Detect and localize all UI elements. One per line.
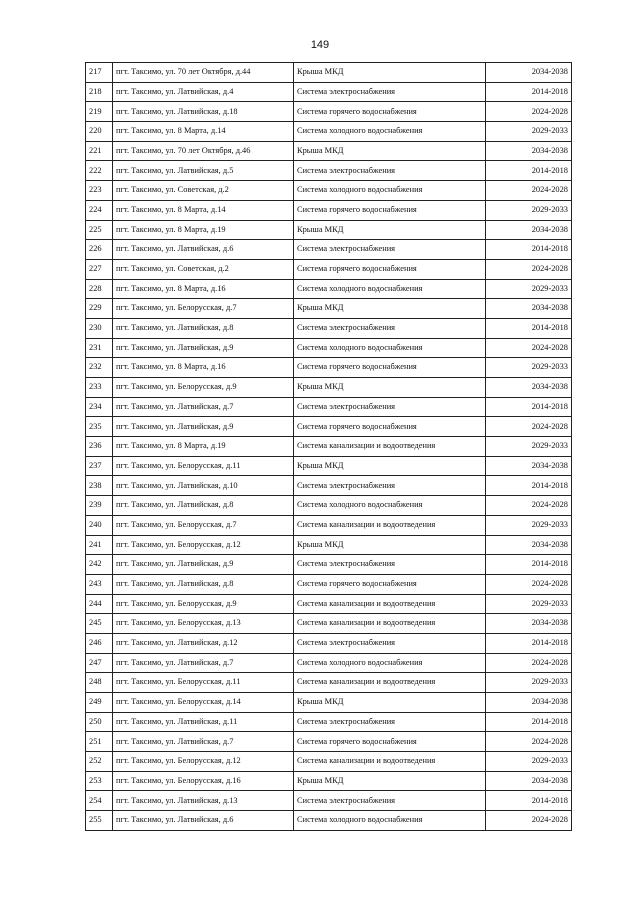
address-cell: пгт. Таксимо, ул. 8 Марта, д.19 [113, 220, 294, 240]
address-cell: пгт. Таксимо, ул. Латвийская, д.13 [113, 791, 294, 811]
system-cell: Система холодного водоснабжения [294, 181, 486, 201]
system-cell: Система электроснабжения [294, 397, 486, 417]
address-cell: пгт. Таксимо, ул. Латвийская, д.8 [113, 574, 294, 594]
table-row [86, 220, 572, 240]
row-number: 232 [86, 358, 113, 378]
address-cell: пгт. Таксимо, ул. 70 лет Октября, д.44 [113, 63, 294, 83]
system-cell: Система горячего водоснабжения [294, 358, 486, 378]
table-row [86, 752, 572, 772]
system-cell: Система горячего водоснабжения [294, 200, 486, 220]
row-number: 219 [86, 102, 113, 122]
table-row [86, 515, 572, 535]
table-row [86, 476, 572, 496]
table-row [86, 791, 572, 811]
period-cell: 2024-2028 [486, 417, 572, 437]
address-cell: пгт. Таксимо, ул. 8 Марта, д.16 [113, 358, 294, 378]
row-number: 222 [86, 161, 113, 181]
system-cell: Система холодного водоснабжения [294, 653, 486, 673]
row-number: 242 [86, 555, 113, 575]
system-cell: Система горячего водоснабжения [294, 259, 486, 279]
table-row [86, 614, 572, 634]
address-cell: пгт. Таксимо, ул. Латвийская, д.7 [113, 732, 294, 752]
table-row [86, 633, 572, 653]
address-cell: пгт. Таксимо, ул. Латвийская, д.11 [113, 712, 294, 732]
table-row [86, 673, 572, 693]
row-number: 246 [86, 633, 113, 653]
table-row [86, 712, 572, 732]
row-number: 224 [86, 200, 113, 220]
row-number: 231 [86, 338, 113, 358]
address-cell: пгт. Таксимо, ул. 70 лет Октября, д.46 [113, 141, 294, 161]
table-row [86, 259, 572, 279]
period-cell: 2029-2033 [486, 515, 572, 535]
period-cell: 2034-2038 [486, 535, 572, 555]
period-cell: 2014-2018 [486, 555, 572, 575]
period-cell: 2034-2038 [486, 141, 572, 161]
address-cell: пгт. Таксимо, ул. Латвийская, д.6 [113, 240, 294, 260]
system-cell: Система холодного водоснабжения [294, 811, 486, 831]
row-number: 250 [86, 712, 113, 732]
period-cell: 2024-2028 [486, 653, 572, 673]
row-number: 220 [86, 122, 113, 142]
row-number: 233 [86, 378, 113, 398]
address-cell: пгт. Таксимо, ул. Советская, д.2 [113, 259, 294, 279]
period-cell: 2014-2018 [486, 633, 572, 653]
system-cell: Система горячего водоснабжения [294, 574, 486, 594]
system-cell: Система канализации и водоотведения [294, 594, 486, 614]
system-cell: Система горячего водоснабжения [294, 417, 486, 437]
system-cell: Крыша МКД [294, 771, 486, 791]
address-cell: пгт. Таксимо, ул. Латвийская, д.8 [113, 496, 294, 516]
address-cell: пгт. Таксимо, ул. 8 Марта, д.14 [113, 200, 294, 220]
period-cell: 2029-2033 [486, 200, 572, 220]
row-number: 225 [86, 220, 113, 240]
address-cell: пгт. Таксимо, ул. Белорусская, д.12 [113, 752, 294, 772]
table-row [86, 496, 572, 516]
address-cell: пгт. Таксимо, ул. Латвийская, д.8 [113, 318, 294, 338]
row-number: 252 [86, 752, 113, 772]
row-number: 234 [86, 397, 113, 417]
address-cell: пгт. Таксимо, ул. 8 Марта, д.14 [113, 122, 294, 142]
address-cell: пгт. Таксимо, ул. Белорусская, д.11 [113, 456, 294, 476]
table-row [86, 102, 572, 122]
system-cell: Система канализации и водоотведения [294, 752, 486, 772]
period-cell: 2024-2028 [486, 732, 572, 752]
system-cell: Система холодного водоснабжения [294, 496, 486, 516]
table-row [86, 397, 572, 417]
system-cell: Система электроснабжения [294, 161, 486, 181]
address-cell: пгт. Таксимо, ул. Латвийская, д.4 [113, 82, 294, 102]
system-cell: Система электроснабжения [294, 791, 486, 811]
period-cell: 2034-2038 [486, 771, 572, 791]
table-row [86, 279, 572, 299]
row-number: 230 [86, 318, 113, 338]
table-row [86, 141, 572, 161]
row-number: 228 [86, 279, 113, 299]
period-cell: 2029-2033 [486, 358, 572, 378]
address-cell: пгт. Таксимо, ул. Латвийская, д.5 [113, 161, 294, 181]
table-row [86, 555, 572, 575]
table-row [86, 122, 572, 142]
period-cell: 2034-2038 [486, 63, 572, 83]
row-number: 218 [86, 82, 113, 102]
table-row [86, 653, 572, 673]
period-cell: 2029-2033 [486, 279, 572, 299]
table-row [86, 358, 572, 378]
table-row [86, 63, 572, 83]
row-number: 238 [86, 476, 113, 496]
system-cell: Крыша МКД [294, 693, 486, 713]
period-cell: 2014-2018 [486, 161, 572, 181]
period-cell: 2024-2028 [486, 338, 572, 358]
system-cell: Система холодного водоснабжения [294, 122, 486, 142]
address-cell: пгт. Таксимо, ул. Белорусская, д.16 [113, 771, 294, 791]
system-cell: Крыша МКД [294, 299, 486, 319]
row-number: 251 [86, 732, 113, 752]
row-number: 223 [86, 181, 113, 201]
table-row [86, 378, 572, 398]
period-cell: 2024-2028 [486, 574, 572, 594]
address-cell: пгт. Таксимо, ул. Белорусская, д.14 [113, 693, 294, 713]
system-cell: Система горячего водоснабжения [294, 102, 486, 122]
period-cell: 2029-2033 [486, 122, 572, 142]
address-cell: пгт. Таксимо, ул. Латвийская, д.9 [113, 417, 294, 437]
address-cell: пгт. Таксимо, ул. Латвийская, д.18 [113, 102, 294, 122]
period-cell: 2034-2038 [486, 220, 572, 240]
row-number: 217 [86, 63, 113, 83]
table-row [86, 181, 572, 201]
row-number: 226 [86, 240, 113, 260]
system-cell: Крыша МКД [294, 220, 486, 240]
table-row [86, 732, 572, 752]
period-cell: 2034-2038 [486, 693, 572, 713]
address-cell: пгт. Таксимо, ул. Белорусская, д.9 [113, 594, 294, 614]
repair-schedule-table [85, 62, 572, 831]
table-row [86, 240, 572, 260]
period-cell: 2024-2028 [486, 181, 572, 201]
address-cell: пгт. Таксимо, ул. Латвийская, д.9 [113, 555, 294, 575]
system-cell: Система электроснабжения [294, 476, 486, 496]
table-row [86, 82, 572, 102]
system-cell: Система канализации и водоотведения [294, 673, 486, 693]
address-cell: пгт. Таксимо, ул. Латвийская, д.6 [113, 811, 294, 831]
row-number: 236 [86, 437, 113, 457]
system-cell: Крыша МКД [294, 456, 486, 476]
system-cell: Система электроснабжения [294, 82, 486, 102]
system-cell: Крыша МКД [294, 378, 486, 398]
period-cell: 2014-2018 [486, 82, 572, 102]
table-row [86, 771, 572, 791]
table-row [86, 456, 572, 476]
period-cell: 2024-2028 [486, 811, 572, 831]
period-cell: 2034-2038 [486, 378, 572, 398]
system-cell: Система канализации и водоотведения [294, 614, 486, 634]
table-row [86, 200, 572, 220]
system-cell: Система горячего водоснабжения [294, 732, 486, 752]
period-cell: 2024-2028 [486, 259, 572, 279]
system-cell: Крыша МКД [294, 141, 486, 161]
period-cell: 2014-2018 [486, 791, 572, 811]
period-cell: 2034-2038 [486, 456, 572, 476]
address-cell: пгт. Таксимо, ул. 8 Марта, д.16 [113, 279, 294, 299]
row-number: 244 [86, 594, 113, 614]
row-number: 229 [86, 299, 113, 319]
period-cell: 2029-2033 [486, 594, 572, 614]
row-number: 245 [86, 614, 113, 634]
system-cell: Система канализации и водоотведения [294, 515, 486, 535]
period-cell: 2024-2028 [486, 496, 572, 516]
system-cell: Система канализации и водоотведения [294, 437, 486, 457]
row-number: 221 [86, 141, 113, 161]
table-row [86, 299, 572, 319]
table-row [86, 318, 572, 338]
address-cell: пгт. Таксимо, ул. Советская, д.2 [113, 181, 294, 201]
system-cell: Система электроснабжения [294, 318, 486, 338]
address-cell: пгт. Таксимо, ул. Белорусская, д.12 [113, 535, 294, 555]
period-cell: 2024-2028 [486, 102, 572, 122]
address-cell: пгт. Таксимо, ул. Латвийская, д.9 [113, 338, 294, 358]
period-cell: 2014-2018 [486, 476, 572, 496]
table-row [86, 437, 572, 457]
row-number: 239 [86, 496, 113, 516]
address-cell: пгт. Таксимо, ул. Латвийская, д.7 [113, 653, 294, 673]
table-row [86, 594, 572, 614]
table-row [86, 417, 572, 437]
address-cell: пгт. Таксимо, ул. Белорусская, д.9 [113, 378, 294, 398]
address-cell: пгт. Таксимо, ул. Латвийская, д.12 [113, 633, 294, 653]
row-number: 255 [86, 811, 113, 831]
system-cell: Крыша МКД [294, 63, 486, 83]
system-cell: Система электроснабжения [294, 712, 486, 732]
row-number: 235 [86, 417, 113, 437]
row-number: 248 [86, 673, 113, 693]
system-cell: Система электроснабжения [294, 555, 486, 575]
page-number: 149 [310, 39, 330, 51]
row-number: 247 [86, 653, 113, 673]
row-number: 241 [86, 535, 113, 555]
system-cell: Система холодного водоснабжения [294, 338, 486, 358]
row-number: 227 [86, 259, 113, 279]
period-cell: 2014-2018 [486, 318, 572, 338]
period-cell: 2029-2033 [486, 752, 572, 772]
period-cell: 2014-2018 [486, 240, 572, 260]
table-row [86, 535, 572, 555]
table-row [86, 693, 572, 713]
period-cell: 2014-2018 [486, 397, 572, 417]
address-cell: пгт. Таксимо, ул. Белорусская, д.7 [113, 515, 294, 535]
address-cell: пгт. Таксимо, ул. Латвийская, д.10 [113, 476, 294, 496]
period-cell: 2029-2033 [486, 437, 572, 457]
system-cell: Крыша МКД [294, 535, 486, 555]
table-row [86, 161, 572, 181]
address-cell: пгт. Таксимо, ул. Белорусская, д.11 [113, 673, 294, 693]
row-number: 243 [86, 574, 113, 594]
address-cell: пгт. Таксимо, ул. Белорусская, д.7 [113, 299, 294, 319]
table-row [86, 338, 572, 358]
period-cell: 2029-2033 [486, 673, 572, 693]
table-body [86, 63, 572, 831]
system-cell: Система холодного водоснабжения [294, 279, 486, 299]
system-cell: Система электроснабжения [294, 240, 486, 260]
address-cell: пгт. Таксимо, ул. Латвийская, д.7 [113, 397, 294, 417]
address-cell: пгт. Таксимо, ул. Белорусская, д.13 [113, 614, 294, 634]
table-row [86, 811, 572, 831]
row-number: 254 [86, 791, 113, 811]
period-cell: 2014-2018 [486, 712, 572, 732]
period-cell: 2034-2038 [486, 614, 572, 634]
row-number: 249 [86, 693, 113, 713]
row-number: 240 [86, 515, 113, 535]
row-number: 253 [86, 771, 113, 791]
table-row [86, 574, 572, 594]
period-cell: 2034-2038 [486, 299, 572, 319]
row-number: 237 [86, 456, 113, 476]
address-cell: пгт. Таксимо, ул. 8 Марта, д.19 [113, 437, 294, 457]
system-cell: Система электроснабжения [294, 633, 486, 653]
